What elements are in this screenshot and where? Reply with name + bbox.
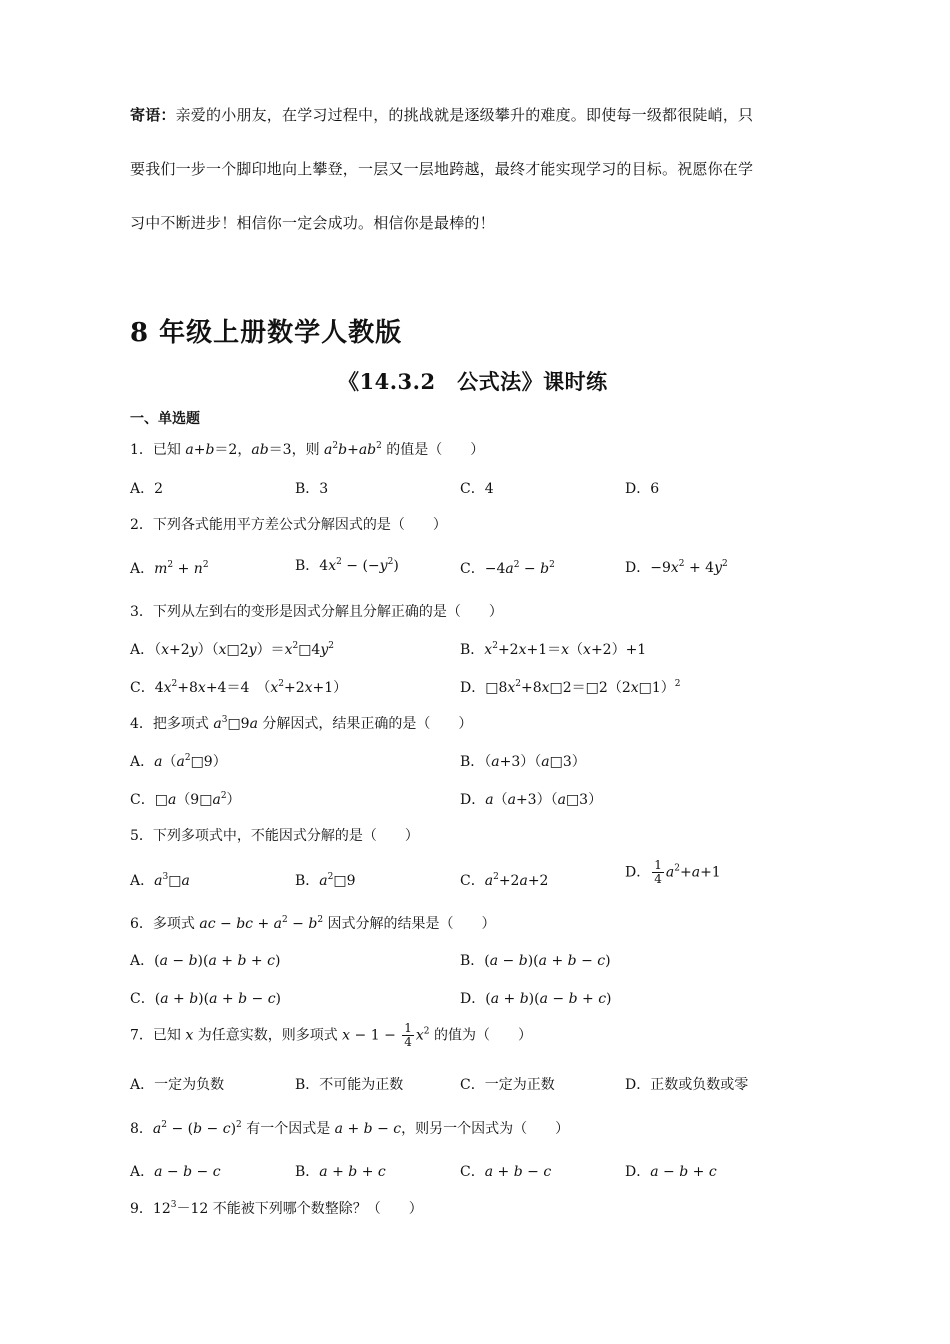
q1-option-a[interactable]: A．2 — [130, 481, 164, 497]
q4-option-a[interactable]: A．$a(a^2□9)$ — [130, 753, 227, 770]
intro-text-1: 亲爱的小朋友，在学习过程中，的挑战就是逐级攀升的难度。即使每一级都很陡峭，只 — [175, 106, 754, 124]
q7-option-b[interactable]: B．不可能为正数 — [295, 1077, 404, 1093]
question-5-stem: 5．下列多项式中，不能因式分解的是（ ） — [130, 828, 419, 844]
page-subtitle: 《14.3.2 公式法》课时练 — [338, 369, 608, 394]
fraction-one-quarter: $\frac{1}{4}$ — [654, 858, 662, 886]
question-6-stem: 6．多项式 ac − bc + $a^2 - b^2$ 因式分解的结果是（ ） — [130, 915, 496, 932]
q5-option-a[interactable]: A．$a^3□a$ — [130, 872, 190, 889]
q1-stem-rendered: 1．已知 a+b＝2，ab＝3，则 $a^2b+ab^2$ 的值是（ ） — [130, 441, 485, 458]
q2-option-c[interactable]: C．$-4a^2 - b^2$ — [460, 560, 555, 577]
q4-option-d[interactable]: D．a（a+3）（a□3） — [460, 792, 603, 808]
question-7-stem: 7．已知 x 为任意实数，则多项式 x − 1 − $\frac{1}{4}$ $x^2$ 的值为（ ） — [130, 1021, 532, 1049]
q6-option-c[interactable]: C．(a + b)(a + b − c) — [130, 991, 282, 1007]
fraction-one-quarter-q7: $\frac{1}{4}$ — [404, 1021, 412, 1049]
q5-option-b[interactable]: B．$a^2□9$ — [295, 872, 356, 889]
q8-option-b[interactable]: B．a + b + c — [295, 1164, 386, 1180]
q8-option-c[interactable]: C．a + b − c — [460, 1164, 552, 1180]
section-title: 一、单选题 — [130, 411, 200, 427]
q1-option-c[interactable]: C．4 — [460, 481, 494, 497]
question-2-stem: 2．下列各式能用平方差公式分解因式的是（ ） — [130, 517, 447, 533]
intro-label: 寄语： — [130, 106, 176, 124]
question-4-stem: 4．把多项式 $a^3□9a$ 分解因式，结果正确的是（ ） — [130, 715, 473, 732]
q1-option-b[interactable]: B．3 — [295, 481, 329, 497]
page-heading: 8 年级上册数学人教版 — [130, 318, 403, 348]
q8-option-a[interactable]: A．a − b − c — [130, 1164, 221, 1180]
question-8-stem: 8．$a^2 - (b - c)^2$ 有一个因式是 a + b − c，则另一个因式为（ ） — [130, 1120, 570, 1137]
q2-option-d[interactable]: D．$-9x^2 + 4y^2$ — [625, 559, 728, 576]
question-9-stem: 9．$12^3-12$ 不能被下列哪个数整除？（ ） — [130, 1200, 423, 1217]
q7-option-c[interactable]: C．一定为正数 — [460, 1077, 555, 1093]
q3-option-d[interactable]: D．$□8x^2+8x□2=□2(2x□1)^2$ — [460, 679, 681, 696]
q4-option-c[interactable]: C．$□a(9□a^2)$ — [130, 791, 241, 808]
q4-option-b[interactable]: B．（a+3）（a□3） — [460, 754, 586, 770]
q8-option-d[interactable]: D．a − b + c — [625, 1164, 717, 1180]
q1-option-d[interactable]: D．6 — [625, 481, 660, 497]
q3-option-b[interactable]: B．$x^2+2x+1=x(x+2)+1$ — [460, 641, 647, 658]
q7-option-d[interactable]: D．正数或负数或零 — [625, 1077, 749, 1093]
q6-option-b[interactable]: B．(a − b)(a + b − c) — [460, 953, 611, 969]
q7-option-a[interactable]: A．一定为负数 — [130, 1077, 225, 1093]
question-1-stem — [130, 439, 484, 459]
question-3-stem: 3．下列从左到右的变形是因式分解且分解正确的是（ ） — [130, 604, 503, 620]
q3-option-c[interactable]: C．$4x^2+8x+4=4$ $(x^2+2x+1)$ — [130, 679, 348, 696]
q3-option-a[interactable]: A．$(x+2y)(x□2y)=x^2□4y^2$ — [130, 641, 334, 658]
q5-option-d[interactable]: D． $\frac{1}{4}$ $a^2+a+1$ — [625, 858, 721, 886]
intro-line-1 — [130, 104, 753, 125]
q6-option-a[interactable]: A．(a − b)(a + b + c) — [130, 953, 281, 969]
q2-option-a[interactable]: A．$m^2 + n^2$ — [130, 560, 209, 577]
intro-line-2: 要我们一步一个脚印地向上攀登，一层又一层地跨越，最终才能实现学习的目标。祝愿你在学 — [130, 160, 754, 178]
q5-option-c[interactable]: C．$a^2+2a+2$ — [460, 872, 549, 889]
q6-option-d[interactable]: D．(a + b)(a − b + c) — [460, 991, 612, 1007]
q2-option-b[interactable]: B．$4x^2 - (-y^2)$ — [295, 557, 399, 574]
intro-line-3: 习中不断进步！相信你一定会成功。相信你是最棒的！ — [130, 214, 495, 232]
